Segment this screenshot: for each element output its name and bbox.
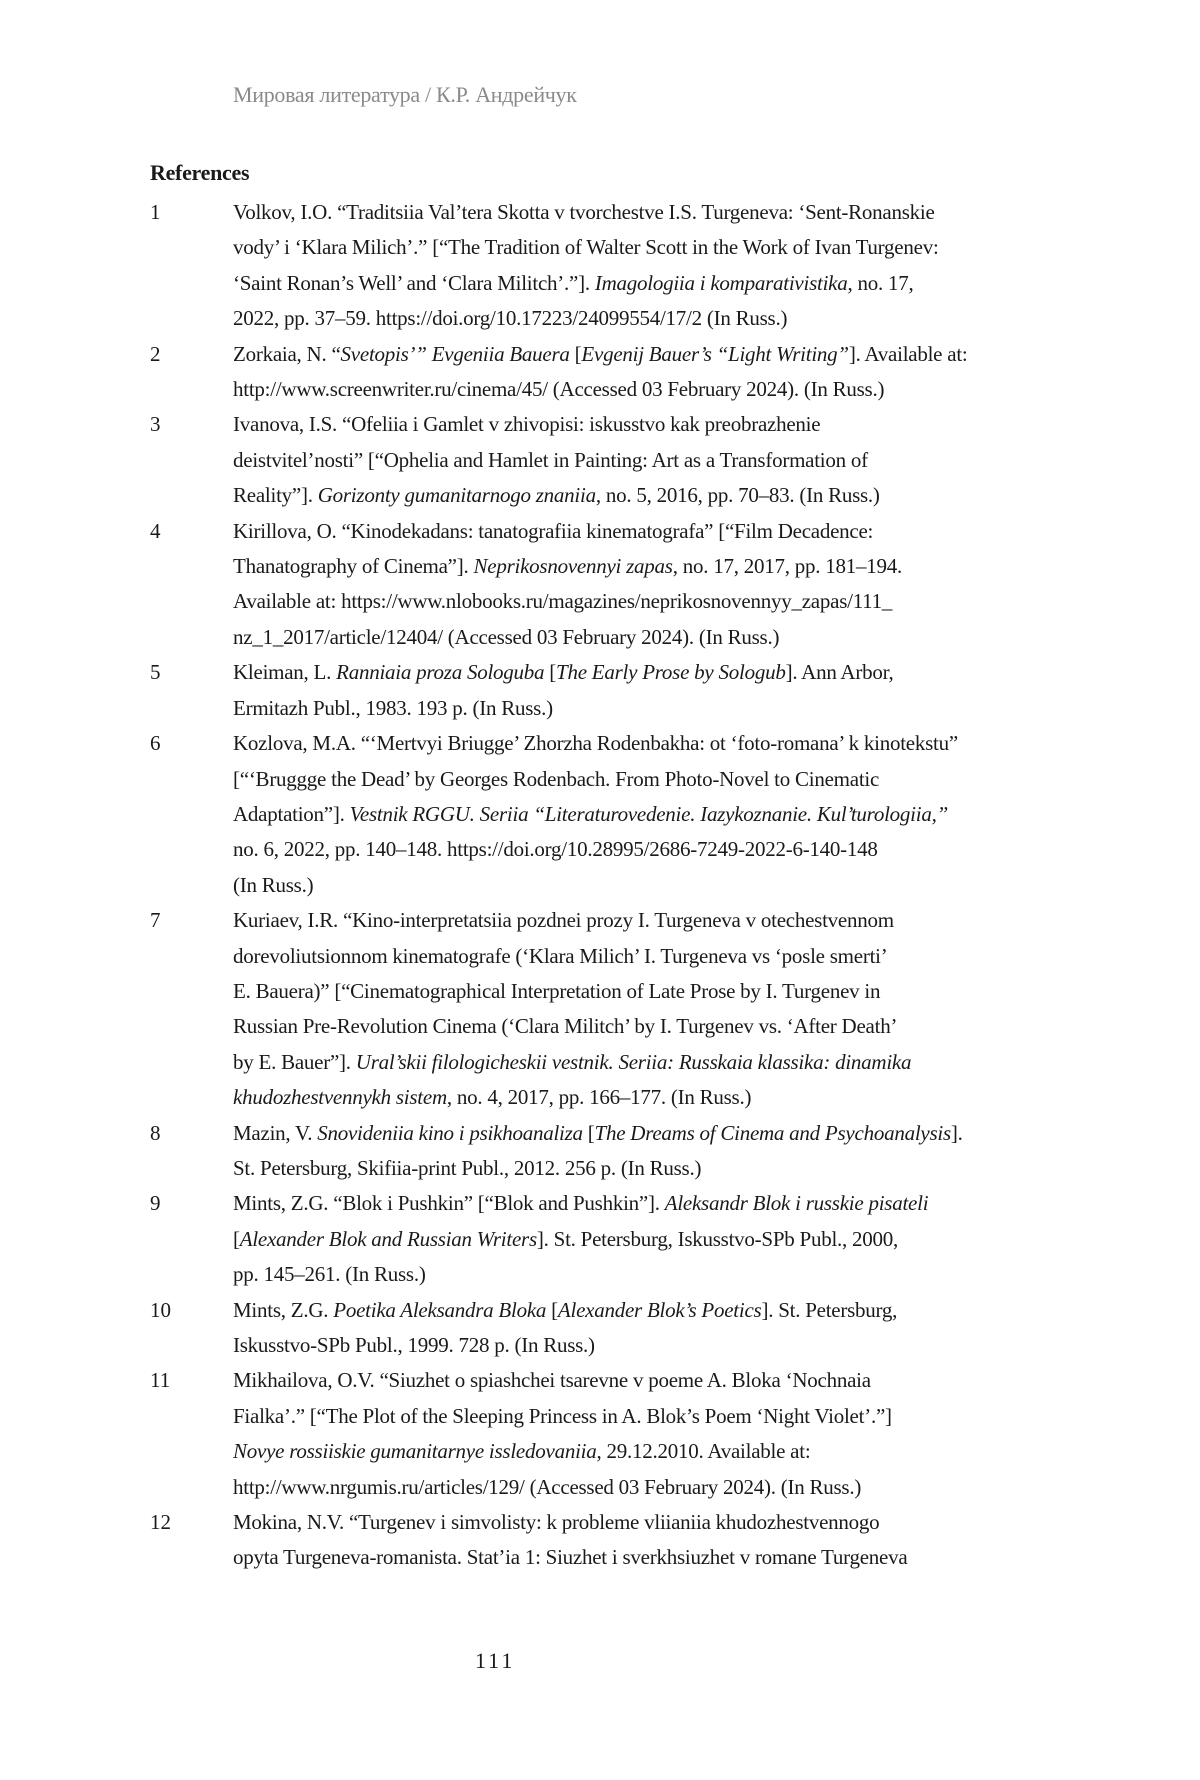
reference-text: pp. 145–261. (In Russ.) xyxy=(233,1262,426,1287)
reference-text: [ xyxy=(582,1120,595,1145)
reference-text: nz_1_2017/article/12404/ (Accessed 03 February 2024). (In Russ.) xyxy=(233,624,780,649)
reference-text: [ xyxy=(233,1226,240,1251)
reference-entry xyxy=(150,726,1110,903)
reference-line xyxy=(233,478,1110,513)
italic-title: Ranniaia proza Sologuba xyxy=(336,660,545,685)
italic-title: Imagologiia i komparativistika xyxy=(594,270,848,295)
reference-text: Fialka’.” [“The Plot of the Sleeping Princess in A. Blok’s Poem ‘Night Violet’.”] xyxy=(233,1403,892,1428)
reference-text: St. Petersburg, Skifiia-print Publ., 2012. 256 p. (In Russ.) xyxy=(233,1155,702,1180)
italic-title: Ural’skii filologicheskii vestnik. Seriia: Russkaia klassika: dinamika xyxy=(355,1049,912,1074)
reference-line xyxy=(233,1328,1110,1363)
reference-text: deistvitel’nosti” [“Ophelia and Hamlet in Painting: Art as a Transformation of xyxy=(233,447,868,472)
reference-line xyxy=(233,407,1110,442)
italic-title: Alexander Blok’s Poetics xyxy=(557,1297,762,1322)
reference-text: (In Russ.) xyxy=(233,872,314,897)
reference-line xyxy=(233,195,1110,230)
italic-title: Poetika Aleksandra Bloka xyxy=(333,1297,547,1322)
reference-number: 5 xyxy=(150,660,161,685)
reference-text: vody’ i ‘Klara Milich’.” [“The Tradition of Walter Scott in the Work of Ivan Turgenev: xyxy=(233,235,939,260)
reference-line xyxy=(233,655,1110,690)
reference-line xyxy=(233,584,1110,619)
reference-text: ]. xyxy=(950,1120,963,1145)
reference-line xyxy=(233,832,1110,867)
reference-line xyxy=(233,868,1110,903)
reference-text: , no. 17, 2017, pp. 181–194. xyxy=(672,554,902,579)
reference-text: , no. 17, xyxy=(847,270,914,295)
reference-line xyxy=(233,443,1110,478)
reference-entry xyxy=(150,1116,1110,1187)
reference-number: 8 xyxy=(150,1120,161,1145)
reference-text: , no. 5, 2016, pp. 70–83. (In Russ.) xyxy=(595,483,880,508)
reference-text: , 29.12.2010. Available at: xyxy=(596,1439,811,1464)
reference-line xyxy=(233,1222,1110,1257)
reference-line xyxy=(233,797,1110,832)
reference-text: Volkov, I.O. “Traditsiia Val’tera Skotta v tvorchestve I.S. Turgeneva: ‘Sent-Ronanskie xyxy=(233,200,935,224)
reference-entry xyxy=(150,1363,1110,1505)
page-number: 111 xyxy=(475,1648,516,1673)
reference-text: Kleiman, L. xyxy=(233,660,337,685)
reference-text: Zorkaia, N. “ xyxy=(233,341,341,366)
reference-text: Iskusstvo-SPb Publ., 1999. 728 p. (In Russ.) xyxy=(233,1333,595,1357)
reference-text: Kirillova, O. “Kinodekadans: tanatografiia kinematografa” [“Film Decadence: xyxy=(233,518,874,543)
italic-title: Novye rossiiskie gumanitarnye issledovaniia xyxy=(233,1439,597,1464)
reference-number: 6 xyxy=(150,731,161,756)
reference-text: Mazin, V. xyxy=(233,1120,318,1145)
reference-number: 2 xyxy=(150,341,161,366)
reference-text: 2022, pp. 37–59. https://doi.org/10.17223/24099554/17/2 (In Russ.) xyxy=(233,306,788,331)
reference-line xyxy=(233,1540,1110,1575)
reference-text: [ xyxy=(544,660,557,685)
reference-entry xyxy=(150,655,1110,726)
italic-title: Evgenij Bauer’s “Light Writing” xyxy=(581,341,849,366)
reference-line xyxy=(233,620,1110,655)
reference-entry xyxy=(150,514,1110,656)
reference-text: Thanatography of Cinema”]. xyxy=(233,554,474,579)
reference-text: Russian Pre-Revolution Cinema (‘Clara Militch’ by I. Turgenev vs. ‘After Death’ xyxy=(233,1014,898,1039)
reference-text: opyta Turgeneva-romanista. Stat’ia 1: Siuzhet i sverkhsiuzhet v romane Turgeneva xyxy=(233,1545,908,1570)
reference-text: Mikhailova, O.V. “Siuzhet o spiashchei tsarevne v poeme A. Bloka ‘Nochnaia xyxy=(233,1368,871,1393)
reference-number: 4 xyxy=(150,518,161,543)
reference-text: Adaptation”]. xyxy=(233,801,350,826)
reference-line xyxy=(233,266,1110,301)
reference-line xyxy=(233,1293,1110,1328)
italic-title: Alexander Blok and Russian Writers xyxy=(239,1226,537,1251)
italic-title: Svetopis’” Evgeniia Bauera xyxy=(340,341,570,366)
italic-title: Gorizonty gumanitarnogo znaniia xyxy=(317,483,596,508)
reference-line xyxy=(233,1434,1110,1469)
italic-title: The Dreams of Cinema and Psychoanalysis xyxy=(594,1120,951,1145)
reference-text: [ xyxy=(546,1297,558,1322)
reference-number: 1 xyxy=(150,200,161,224)
reference-text: ‘Saint Ronan’s Well’ and ‘Clara Militch’.”]. xyxy=(233,270,595,295)
reference-line xyxy=(233,903,1110,938)
reference-line xyxy=(233,337,1110,372)
reference-text: ]. St. Petersburg, xyxy=(761,1297,898,1322)
reference-line xyxy=(233,372,1110,407)
reference-text: ]. St. Petersburg, Iskusstvo-SPb Publ., 2000, xyxy=(536,1226,899,1251)
reference-line xyxy=(233,1045,1110,1080)
reference-line xyxy=(233,1363,1110,1398)
reference-line xyxy=(233,1505,1110,1540)
reference-number: 7 xyxy=(150,908,161,933)
reference-text: http://www.nrgumis.ru/articles/129/ (Accessed 03 February 2024). (In Russ.) xyxy=(233,1474,862,1499)
reference-line xyxy=(233,1116,1110,1151)
reference-text: Ivanova, I.S. “Ofeliia i Gamlet v zhivopisi: iskusstvo kak preobrazhenie xyxy=(233,412,821,437)
reference-text: no. 6, 2022, pp. 140–148. https://doi.org/10.28995/2686-7249-2022-6-140-148 xyxy=(233,837,878,862)
italic-title: Neprikosnovennyi zapas xyxy=(473,554,673,579)
reference-line xyxy=(233,1470,1110,1505)
reference-text: Mokina, N.V. “Turgenev i simvolisty: k probleme vliianiia khudozhestvennogo xyxy=(233,1510,880,1535)
reference-text: Reality”]. xyxy=(233,483,318,508)
reference-text: dorevoliutsionnom kinematografe (‘Klara Milich’ I. Turgeneva vs ‘posle smerti’ xyxy=(233,943,888,968)
reference-line xyxy=(233,762,1110,797)
italic-title: Aleksandr Blok i russkie pisateli xyxy=(664,1191,929,1216)
reference-text: Mints, Z.G. xyxy=(233,1297,334,1322)
reference-line xyxy=(233,549,1110,584)
reference-line xyxy=(233,1257,1110,1292)
reference-text: ]. Available at: xyxy=(848,341,968,366)
reference-entry xyxy=(150,1505,1110,1576)
reference-text: E. Bauera)” [“Cinematographical Interpretation of Late Prose by I. Turgenev in xyxy=(233,978,881,1003)
references-heading: References xyxy=(150,160,250,185)
italic-title: khudozhestvennykh sistem xyxy=(233,1085,447,1110)
reference-line xyxy=(233,726,1110,761)
reference-line xyxy=(233,230,1110,265)
italic-title: The Early Prose by Sologub xyxy=(556,660,786,685)
reference-entry xyxy=(150,195,1110,337)
reference-entry xyxy=(150,903,1110,1115)
reference-number: 9 xyxy=(150,1191,161,1216)
reference-text: ]. Ann Arbor, xyxy=(785,660,894,685)
reference-text: Available at: https://www.nlobooks.ru/magazines/neprikosnovennyy_zapas/111_ xyxy=(233,589,893,614)
reference-text: [ xyxy=(569,341,582,366)
reference-line xyxy=(233,1399,1110,1434)
reference-text: , no. 4, 2017, pp. 166–177. (In Russ.) xyxy=(446,1085,752,1110)
reference-line xyxy=(233,1186,1110,1221)
italic-title: Vestnik RGGU. Seriia “Literaturovedenie. Iazykoznanie. Kul’turologiia,” xyxy=(349,801,949,826)
reference-entry xyxy=(150,1293,1110,1364)
reference-line xyxy=(233,1009,1110,1044)
reference-text: Kozlova, M.A. “‘Mertvyi Briugge’ Zhorzha Rodenbakha: ot ‘foto-romana’ k kinotekstu” xyxy=(233,731,958,756)
reference-line xyxy=(233,1080,1110,1115)
reference-line xyxy=(233,691,1110,726)
reference-entry xyxy=(150,337,1110,408)
reference-text: by E. Bauer”]. xyxy=(233,1049,356,1074)
reference-text: http://www.screenwriter.ru/cinema/45/ (Accessed 03 February 2024). (In Russ.) xyxy=(233,377,885,402)
reference-text: [“‘Bruggge the Dead’ by Georges Rodenbach. From Photo-Novel to Cinematic xyxy=(233,766,880,791)
reference-line xyxy=(233,974,1110,1009)
reference-line xyxy=(233,301,1110,336)
reference-number: 10 xyxy=(150,1297,171,1322)
reference-line xyxy=(233,939,1110,974)
reference-entry xyxy=(150,1186,1110,1292)
running-head: Мировая литература / К.Р. Андрейчук xyxy=(233,82,577,107)
reference-number: 11 xyxy=(150,1368,171,1393)
italic-title: Snovideniia kino i psikhoanaliza xyxy=(317,1120,583,1145)
reference-number: 12 xyxy=(150,1510,171,1535)
references-list xyxy=(150,195,1110,1576)
reference-number: 3 xyxy=(150,412,161,437)
reference-entry xyxy=(150,407,1110,513)
reference-line xyxy=(233,514,1110,549)
reference-text: Ermitazh Publ., 1983. 193 p. (In Russ.) xyxy=(233,695,553,720)
reference-line xyxy=(233,1151,1110,1186)
reference-text: Kuriaev, I.R. “Kino-interpretatsiia pozdnei prozy I. Turgeneva v otechestvennom xyxy=(233,908,894,933)
reference-text: Mints, Z.G. “Blok i Pushkin” [“Blok and Pushkin”]. xyxy=(233,1191,665,1216)
